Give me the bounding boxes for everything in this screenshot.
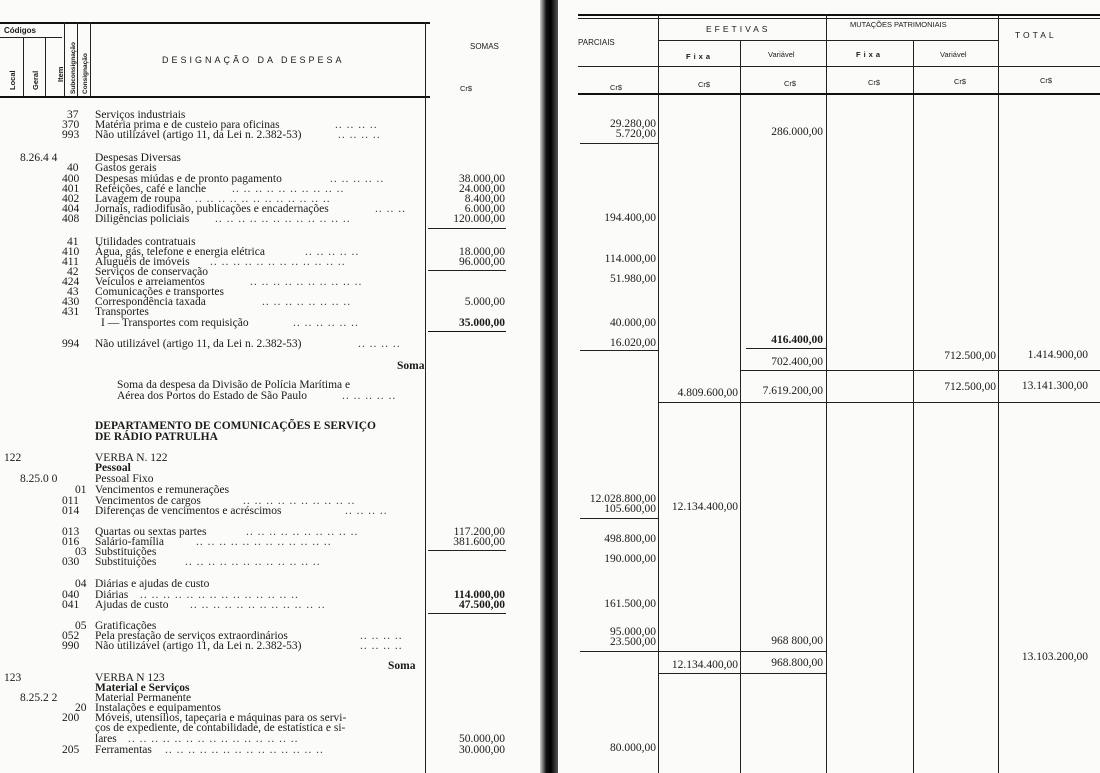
row-text: Despesas Diversas (95, 152, 181, 164)
row-code: 401 (62, 183, 80, 195)
verba-local-code: 123 (4, 672, 22, 684)
subtotal-rule (428, 228, 506, 229)
row-text: Não utilizável (artigo 11, da Lei n. 2.382-53) (95, 129, 302, 141)
row-code: 205 (62, 744, 80, 756)
fixa-header: Fixa (686, 52, 714, 61)
row-code: 8.26.4 4 (20, 152, 58, 164)
row-text: Serviços de conservação (95, 266, 209, 278)
leader-dots: .. .. .. .. .. .. .. .. (262, 296, 352, 308)
leader-dots: .. .. .. .. (345, 505, 388, 517)
row-code: 37 (67, 109, 79, 121)
row-text: Matéria prima e de custeio para oficinas (95, 119, 280, 131)
subtotal-rule (428, 270, 506, 271)
leader-dots: .. .. .. .. (335, 119, 378, 131)
right-page (558, 0, 1100, 773)
row-code: 041 (62, 599, 80, 611)
row-text: Veículos e arreiamentos (95, 276, 205, 288)
row-amount: 117.200,00 (453, 526, 505, 538)
row-code: 05 (75, 620, 87, 632)
subtotal-rule (428, 331, 506, 332)
parcial-amount: 51.980,00 (610, 273, 656, 285)
row-text: Diárias (95, 589, 129, 601)
leader-dots: .. .. .. .. .. (305, 246, 360, 258)
fixa-column-line (740, 40, 741, 773)
col-subconsignacao-header: Subconsignação (70, 41, 77, 94)
fixa-amount: 12.134.400,00 (671, 659, 738, 671)
parcial-amount: 29.280,00 (610, 118, 656, 130)
row-amount: 18.000,00 (459, 246, 505, 258)
row-amount: 5.000,00 (464, 296, 505, 308)
row-text: Despesas miúdas e de pronto pagamento (95, 173, 282, 185)
row-code: 43 (67, 286, 79, 298)
row-amount: 96.000,00 (459, 256, 505, 268)
row-code: 8.25.0 0 (20, 473, 58, 485)
currency-header: Cr$ (784, 79, 797, 88)
total-header: TOTAL (1015, 30, 1057, 40)
row-text: Gastos gerais (95, 162, 157, 174)
header-top-rule (578, 14, 1100, 16)
row-text: Vencimentos de cargos (95, 495, 201, 507)
verba-title: VERBA N 123 (95, 672, 165, 684)
row-text: Quartas ou sextas partes (95, 526, 207, 538)
leader-dots: .. .. .. .. .. (342, 390, 397, 402)
variavel-amount: 7.619.200,00 (762, 385, 823, 397)
parcial-amount: 95.000,00 (610, 626, 656, 638)
row-text: Material Permanente (95, 692, 192, 704)
row-code: 404 (62, 203, 80, 215)
row-text: Jornais, radiodifusão, publicações e encadernações (95, 203, 329, 215)
header-bottom-rule (0, 96, 430, 98)
row-code: 410 (62, 246, 80, 258)
row-amount: 8.400,00 (464, 193, 505, 205)
soma-label: Soma (397, 360, 425, 372)
leader-dots: .. .. .. .. .. .. .. .. .. .. .. .. (195, 193, 331, 205)
row-code: 030 (62, 556, 80, 568)
department-title-line2: DE RÁDIO PATRULHA (95, 431, 218, 443)
row-code: 03 (75, 546, 87, 558)
parcial-amount: 105.600,00 (604, 503, 656, 515)
row-code: 014 (62, 505, 80, 517)
leader-dots: .. .. .. .. .. .. .. .. .. .. .. .. (190, 599, 326, 611)
subtotal-rule (580, 518, 658, 519)
total-amount: 13.141.300,00 (1021, 380, 1088, 392)
leader-dots: .. .. .. .. .. .. .. .. .. .. .. .. (185, 556, 321, 568)
row-amount: 47.500,00 (459, 599, 505, 611)
row-amount: 30.000,00 (459, 744, 505, 756)
row-text: Gratificações (95, 620, 157, 632)
row-text: Salário-família (95, 536, 164, 548)
row-text: Vencimentos e remunerações (95, 484, 230, 496)
mut-fixa-header: Fixa (856, 50, 884, 59)
row-code: 990 (62, 640, 80, 652)
row-text: Água, gás, telefone e energia elétrica (95, 246, 265, 258)
leader-dots: .. .. .. .. .. .. .. .. .. .. (250, 276, 363, 288)
row-text: Aluguéis de imóveis (95, 256, 190, 268)
row-text: Comunicações e transportes (95, 286, 225, 298)
parciais-column-line (658, 14, 659, 773)
parcial-amount: 80.000,00 (610, 742, 656, 754)
leader-dots: .. .. .. .. .. .. .. .. .. .. .. .. (210, 256, 346, 268)
header-top-rule (578, 18, 1100, 19)
mutacoes-header: MUTAÇÕES PATRIMONIAIS (850, 20, 947, 29)
row-text: lares (95, 733, 117, 745)
row-text: Pela prestação de serviços extraordinários (95, 630, 288, 642)
row-code: 994 (62, 338, 80, 350)
leader-dots: .. .. .. .. (360, 630, 403, 642)
row-text: Não utilizável (artigo 11, da Lei n. 2.382-53) (95, 640, 302, 652)
somas-header: SOMAS (470, 42, 499, 51)
header-divider (77, 22, 78, 97)
left-page (0, 0, 540, 773)
parcial-amount: 161.500,00 (604, 598, 656, 610)
row-code: 40 (67, 162, 79, 174)
subtotal-rule (580, 651, 658, 652)
row-amount: 38.000,00 (459, 173, 505, 185)
row-code: 011 (62, 495, 79, 507)
subtotal-rule (658, 673, 826, 674)
leader-dots: .. .. .. .. .. .. (293, 317, 359, 329)
parcial-amount: 23.500,00 (610, 636, 656, 648)
row-amount: 120.000,00 (453, 213, 505, 225)
currency-header: Cr$ (868, 78, 881, 87)
header-divider (45, 37, 46, 97)
leader-dots: .. .. .. .. .. .. .. .. .. .. .. .. .. .. .. (128, 733, 299, 745)
leader-dots: .. .. .. .. (358, 338, 401, 350)
row-code: 200 (62, 712, 80, 724)
total-amount: 1.414.900,00 (1027, 349, 1088, 361)
mut-fixa-column-line (913, 40, 914, 773)
fixa-amount: 4.809.600,00 (677, 387, 738, 399)
header-divider (64, 22, 65, 97)
variavel-amount: 416.400,00 (771, 334, 823, 346)
row-amount: 114.000,00 (453, 589, 505, 601)
row-code: 42 (67, 266, 79, 278)
leader-dots: .. .. .. .. .. (330, 173, 385, 185)
soma-label: Soma (388, 660, 416, 672)
currency-header: Cr$ (610, 83, 623, 92)
row-code: 040 (62, 589, 80, 601)
total-amount: 13.103.200,00 (1021, 651, 1088, 663)
book-gutter (540, 0, 558, 773)
leader-dots: .. .. .. .. .. .. .. .. .. .. .. .. .. .. (165, 744, 324, 756)
verba-title: VERBA N. 122 (95, 452, 168, 464)
currency-header: Cr$ (954, 77, 967, 86)
row-code: 370 (62, 119, 80, 131)
row-code: 01 (75, 484, 87, 496)
row-text: Substituições (95, 546, 157, 558)
parcial-amount: 190.000,00 (604, 553, 656, 565)
parcial-amount: 498.800,00 (604, 533, 656, 545)
parcial-amount: 5.720,00 (615, 128, 656, 140)
subtotal-rule (658, 402, 1100, 403)
codigos-rule (0, 37, 62, 38)
leader-dots: .. .. .. .. .. .. .. .. .. .. (232, 183, 345, 195)
row-code: 993 (62, 129, 80, 141)
parcial-amount: 194.400,00 (604, 212, 656, 224)
header-bottom-rule (578, 93, 1100, 95)
mut-variavel-amount: 712.500,00 (944, 350, 996, 362)
row-text: Utilidades contratuais (95, 236, 196, 248)
row-amount: 24.000,00 (459, 183, 505, 195)
division-total-line1: Soma da despesa da Divisão de Polícia Marítima e (117, 379, 351, 391)
row-code: 016 (62, 536, 80, 548)
row-text: Instalações e equipamentos (95, 702, 221, 714)
row-text: Diligências policiais (95, 213, 190, 225)
row-text: Lavagem de roupa (95, 193, 181, 205)
row-code: 411 (62, 256, 79, 268)
row-code: 430 (62, 296, 80, 308)
col-item-header: Item (56, 66, 65, 82)
leader-dots: .. .. .. .. .. .. .. .. .. .. (243, 495, 356, 507)
leader-dots: .. .. .. .. .. .. .. .. .. .. .. .. .. .. (140, 589, 299, 601)
currency-header: Cr$ (1040, 76, 1053, 85)
row-text: I — Transportes com requisição (101, 317, 249, 329)
subtotal-rule (746, 348, 826, 349)
subtotal-rule (580, 350, 658, 351)
row-text: Móveis, utensílios, tapeçaria e máquinas para os servi- (95, 712, 347, 724)
mut-variavel-amount: 712.500,00 (944, 381, 996, 393)
row-text: Ajudas de custo (95, 599, 169, 611)
row-code: 8.25.2 2 (20, 692, 58, 704)
variavel-amount: 286.000,00 (771, 126, 823, 138)
header-divider (90, 22, 91, 97)
verba-subtitle: Material e Serviços (95, 682, 190, 694)
row-code: 408 (62, 213, 80, 225)
variavel-header: Variável (768, 50, 795, 59)
parcial-amount: 40.000,00 (610, 317, 656, 329)
currency-header: Cr$ (460, 84, 473, 93)
leader-dots: .. .. .. .. (338, 129, 381, 141)
efetivas-column-line (826, 14, 827, 773)
subheader-rule (578, 66, 1100, 67)
row-text: ços de expediente, de contabilidade, de estatística e si- (95, 722, 346, 734)
row-text: Diárias e ajudas de custo (95, 578, 210, 590)
subtotal-rule (428, 613, 506, 614)
row-code: 20 (75, 702, 87, 714)
row-text: Correspondência taxada (95, 296, 206, 308)
leader-dots: .. .. .. .. .. .. .. .. .. .. .. .. (215, 213, 351, 225)
variavel-amount: 968.800,00 (771, 657, 823, 669)
col-geral-header: Geral (31, 70, 40, 90)
col-local-header: Local (8, 70, 17, 90)
row-code: 04 (75, 578, 87, 590)
subtotal-rule (428, 550, 506, 551)
row-text: Pessoal Fixo (95, 473, 154, 485)
header-divider (23, 37, 24, 97)
row-amount: 50.000,00 (459, 733, 505, 745)
row-code: 402 (62, 193, 80, 205)
verba-local-code: 122 (4, 452, 22, 464)
row-text: Ferramentas (95, 744, 152, 756)
parciais-header: PARCIAIS (578, 38, 615, 47)
subtotal-rule (741, 370, 1100, 371)
row-amount: 35.000,00 (459, 317, 505, 329)
mutacoes-column-line (998, 14, 999, 773)
row-text: Transportes (95, 306, 149, 318)
row-text: Substituições (95, 556, 157, 568)
row-text: Não utilizável (artigo 11, da Lei n. 2.382-53) (95, 338, 302, 350)
leader-dots: .. .. .. .. .. .. .. .. .. .. .. .. (196, 536, 332, 548)
row-amount: 6.000,00 (464, 203, 505, 215)
somas-column-line (425, 22, 426, 773)
row-code: 013 (62, 526, 80, 538)
parcial-amount: 12.028.800,00 (589, 493, 656, 505)
mut-variavel-header: Variável (940, 50, 967, 59)
row-code: 400 (62, 173, 80, 185)
leader-dots: .. .. .. (375, 203, 406, 215)
row-text: Diferenças de vencimentos e acréscimos (95, 505, 282, 517)
currency-header: Cr$ (698, 80, 711, 89)
efetivas-header: EFETIVAS (706, 24, 771, 34)
row-code: 41 (67, 236, 79, 248)
leader-dots: .. .. .. .. (360, 640, 403, 652)
row-text: Serviços industriais (95, 109, 186, 121)
subheader-rule (658, 40, 998, 41)
division-total-line2: Aérea dos Portos do Estado de São Paulo (117, 390, 308, 402)
row-code: 431 (62, 306, 80, 318)
subtotal-rule (658, 651, 826, 652)
col-consignacao-header: Consignação (82, 53, 89, 94)
verba-subtitle: Pessoal (95, 462, 131, 474)
row-amount: 381.600,00 (453, 536, 505, 548)
codigos-header: Códigos (4, 26, 36, 35)
variavel-amount: 702.400,00 (771, 356, 823, 368)
subtotal-rule (580, 143, 658, 144)
parcial-amount: 16.020,00 (610, 337, 656, 349)
row-code: 052 (62, 630, 80, 642)
variavel-amount: 968 800,00 (771, 635, 823, 647)
fixa-amount: 12.134.400,00 (671, 501, 738, 513)
department-title-line1: DEPARTAMENTO DE COMUNICAÇÕES E SERVIÇO (95, 420, 376, 432)
designacao-header: DESIGNAÇÃO DA DESPESA (162, 55, 345, 65)
row-text: Refeições, café e lanche (95, 183, 207, 195)
parcial-amount: 114.000,00 (604, 253, 656, 265)
row-code: 424 (62, 276, 80, 288)
leader-dots: .. .. .. .. .. .. .. .. .. .. (246, 526, 359, 538)
